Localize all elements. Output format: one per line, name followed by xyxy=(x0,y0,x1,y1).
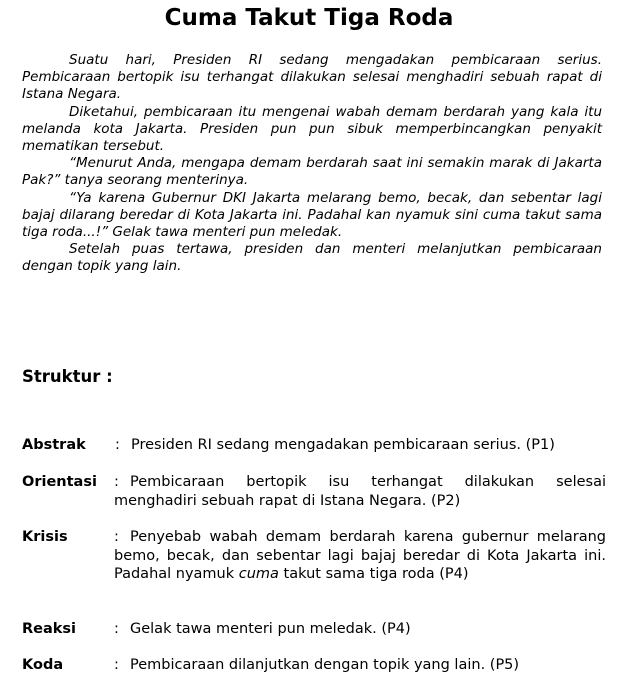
struktur-description xyxy=(114,620,606,639)
struktur-row-orientasi xyxy=(22,473,606,510)
struktur-row-abstrak xyxy=(22,436,606,455)
struktur-row-krisis xyxy=(22,528,606,584)
struktur-row-koda xyxy=(22,656,606,675)
story-paragraph-1: Suatu hari, Presiden RI sedang mengadakan pembicaraan serius. Pembicaraan bertopik isu terhangat dilakukan selesai menghadiri sebuah rapat di Istana Negara. xyxy=(22,52,602,103)
story-paragraph-4: “Ya karena Gubernur DKI Jakarta melarang bemo, becak, dan sebentar lagi bajaj dilarang beredar di Kota Jakarta ini. Padahal kan nyamuk sini cuma takut sama tiga roda...!” Gelak tawa menteri pun meledak. xyxy=(22,189,602,241)
struktur-text: Presiden RI sedang mengadakan pembicaraan serius. (P1) xyxy=(131,437,555,453)
colon-separator: : xyxy=(114,657,119,673)
struktur-text: Gelak tawa menteri pun meledak. (P4) xyxy=(130,621,411,637)
colon-separator: : xyxy=(114,529,119,545)
struktur-text: Penyebab wabah demam berdarah karena gubernur melarang bemo, becak, dan sebentar lagi bajaj beredar di Kota Jakarta ini. Padahal nyamuk xyxy=(114,529,606,582)
colon-separator: : xyxy=(114,474,119,490)
page-title: Cuma Takut Tiga Roda xyxy=(164,5,454,31)
struktur-label: Krisis xyxy=(22,529,68,545)
struktur-text: Pembicaraan dilanjutkan dengan topik yang lain. (P5) xyxy=(130,657,520,673)
struktur-text-end: takut sama tiga roda (P4) xyxy=(278,566,469,582)
colon-separator: : xyxy=(114,621,119,637)
struktur-description xyxy=(115,436,606,455)
story-text xyxy=(22,52,602,276)
colon-separator: : xyxy=(115,437,120,453)
struktur-description xyxy=(114,528,606,584)
story-paragraph-3: “Menurut Anda, mengapa demam berdarah saat ini semakin marak di Jakarta Pak?” tanya seorang menterinya. xyxy=(22,155,602,189)
story-paragraph-2: Diketahui, pembicaraan itu mengenai wabah demam berdarah yang kala itu melanda kota Jakarta. Presiden pun pun sibuk memperbincangkan penyakit mematikan tersebut. xyxy=(22,103,602,155)
struktur-label: Abstrak xyxy=(22,437,86,453)
story-paragraph-5: Setelah puas tertawa, presiden dan menteri melanjutkan pembicaraan dengan topik yang lain. xyxy=(22,241,602,275)
struktur-text: Pembicaraan bertopik isu terhangat dilakukan selesai menghadiri sebuah rapat di Istana Negara. (P2) xyxy=(114,474,606,509)
struktur-row-reaksi xyxy=(22,620,606,639)
struktur-label: Reaksi xyxy=(22,621,77,637)
struktur-text-emphasis: cuma xyxy=(238,566,279,582)
struktur-label: Orientasi xyxy=(22,474,97,490)
struktur-label: Koda xyxy=(22,657,64,673)
struktur-description xyxy=(114,473,606,510)
struktur-heading: Struktur : xyxy=(22,367,113,386)
struktur-description xyxy=(114,656,606,675)
